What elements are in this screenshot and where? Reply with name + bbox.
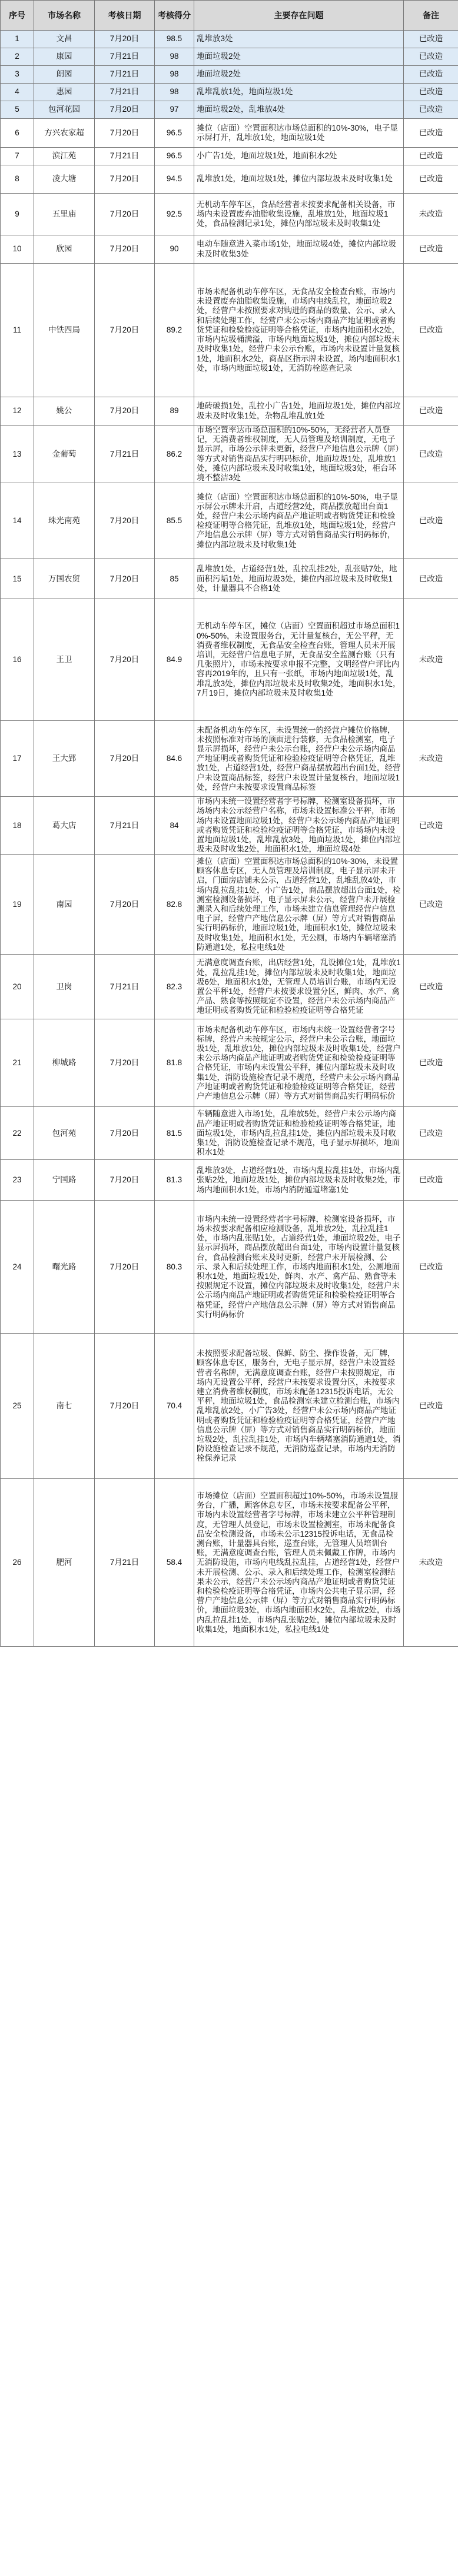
market-name: 文昌	[34, 31, 95, 48]
remediation-status: 已改造	[404, 1160, 458, 1201]
issues-description: 市场内未统一设置经营者字号标牌，检测室设备损坏，市场场内未公示经营户名称，市场未设置标准公平秤，市场场内未设置地面垃圾1处，经营户未公示场内商品产地证明或者购货凭证和检验检疫证明等合格凭证，市场场内未设置地面垃圾1处，乱堆乱放3处，地面垃圾1处，摊位内部垃圾未及时收集2处，地面积水1处，地面垃圾4处	[194, 797, 404, 855]
row-number: 9	[1, 194, 34, 235]
table-row	[1, 165, 458, 194]
remediation-status: 未改造	[404, 194, 458, 235]
table-header	[1, 1, 458, 31]
issues-description: 地面垃圾2处	[194, 48, 404, 66]
inspection-score: 86.2	[155, 426, 194, 483]
table-row	[1, 1019, 458, 1107]
inspection-score: 98.5	[155, 31, 194, 48]
issues-description: 市场摊位（店面）空置面积超过10%-50%，市场未设置服务台，广播，顾客休息专区，市场未按要求配备公平秤，市场内未设置经营者字号标牌，市场未建立公平秤管理制度，无管理人员登记，市场未设置检测室，市场未配备食品安全检测设备，市场未公示12315投诉电话，无食品检测台账，计量器具台账，巡查台账，无管理人员培训台账，无满意度调查台账，管理人员未佩戴工作牌，市场内无消防设施，市场内电线乱拉乱挂，占道经营1处，经营户未开展检测、公示、录入和后续处理工作，检测室检测结果未公示，经营户未公示场内商品产地证明或者购货凭证和检验检疫证明等合格凭证，市场内公共电子显示屏，经营户产地信息公示牌（屏）等方式对销售商品实行明码标价，地面垃圾3处，市场内地面积水2处，乱堆放2处，市场内乱拉乱挂1处，市场内乱张贴2处，摊位内部垃圾未及时收集1处，地面积水1处，私拉电线1处	[194, 1479, 404, 1647]
row-number: 13	[1, 426, 34, 483]
inspection-date: 7月20日	[95, 1334, 155, 1479]
market-name: 朗园	[34, 66, 95, 84]
table-row	[1, 797, 458, 855]
inspection-date: 7月20日	[95, 559, 155, 599]
issues-description: 乱堆放1处，地面垃圾1处，摊位内部垃圾未及时收集1处	[194, 165, 404, 194]
inspection-date: 7月21日	[95, 955, 155, 1019]
inspection-date: 7月20日	[95, 31, 155, 48]
row-number: 14	[1, 483, 34, 559]
row-number: 15	[1, 559, 34, 599]
market-name: 卫岗	[34, 955, 95, 1019]
inspection-date: 7月20日	[95, 235, 155, 264]
row-number: 5	[1, 101, 34, 119]
remediation-status: 已改造	[404, 397, 458, 426]
row-number: 22	[1, 1107, 34, 1160]
table-row	[1, 1201, 458, 1334]
inspection-date: 7月21日	[95, 148, 155, 165]
table-row	[1, 48, 458, 66]
header-date: 考核日期	[95, 1, 155, 31]
inspection-score: 96.5	[155, 148, 194, 165]
inspection-score: 92.5	[155, 194, 194, 235]
market-name: 南园	[34, 855, 95, 955]
remediation-status: 已改造	[404, 1019, 458, 1107]
row-number: 24	[1, 1201, 34, 1334]
inspection-date: 7月20日	[95, 194, 155, 235]
issues-description: 摊位（店面）空置面积达市场总面积的10%-30%，未设置顾客休息专区，无人员管理及培训制度，电子显示屏未开启，门面房店铺未公示，占道经营1处，乱堆乱放4处，市场内乱拉乱挂1处，小广告1处，商品摆放超出台面1处，检测室检测设备损坏，电子显示屏未公示，经营户未开展检测录入和后续处理工作，市场未建立信息管理经营户信息电子屏，经营户产地信息公示牌（屏）等方式对销售商品实行明码标价，地面垃圾1处，地面积水1处，摊位垃圾未及时收集1处，地面积水1处，无公厕，市场内车辆堵塞消防通道1处，私拉电线1处	[194, 855, 404, 955]
table-row	[1, 194, 458, 235]
table-row	[1, 66, 458, 84]
inspection-score: 98	[155, 48, 194, 66]
inspection-date: 7月21日	[95, 84, 155, 101]
market-name: 康园	[34, 48, 95, 66]
table-row	[1, 955, 458, 1019]
table-row	[1, 84, 458, 101]
remediation-status: 已改造	[404, 48, 458, 66]
market-name: 葛大店	[34, 797, 95, 855]
market-name: 王大郢	[34, 721, 95, 797]
inspection-date: 7月20日	[95, 165, 155, 194]
table-row	[1, 599, 458, 721]
inspection-score: 81.3	[155, 1160, 194, 1201]
inspection-score: 89.2	[155, 264, 194, 397]
remediation-status: 已改造	[404, 955, 458, 1019]
header-no: 序号	[1, 1, 34, 31]
issues-description: 市场空置率达市场总面积的10%-50%，无经营者人员登记，无消费者维权制度，无人员管理及培训制度，无电子显示屏，市场公示牌未更新，经营户产地信息公示牌（屏）等方式对销售商品实行明码标价，地面垃圾1处，乱堆放1处，摊位内部垃圾未及时收集1处，地面垃圾3处，柜台环境不整洁3处	[194, 426, 404, 483]
remediation-status: 已改造	[404, 1107, 458, 1160]
table-row	[1, 1334, 458, 1479]
row-number: 18	[1, 797, 34, 855]
market-name: 欣园	[34, 235, 95, 264]
market-name: 包河苑	[34, 1107, 95, 1160]
inspection-date: 7月20日	[95, 264, 155, 397]
table-row	[1, 483, 458, 559]
row-number: 2	[1, 48, 34, 66]
inspection-score: 98	[155, 84, 194, 101]
table-body	[1, 31, 458, 1647]
remediation-status: 已改造	[404, 165, 458, 194]
issues-description: 地砖破损1处，乱拉小广告1处，地面垃圾1处，摊位内部垃圾未及时收集1处，杂物乱堆乱放1处	[194, 397, 404, 426]
row-number: 17	[1, 721, 34, 797]
row-number: 11	[1, 264, 34, 397]
table-row	[1, 119, 458, 148]
inspection-score: 90	[155, 235, 194, 264]
inspection-score: 81.8	[155, 1019, 194, 1107]
market-name: 方兴农家超	[34, 119, 95, 148]
inspection-date: 7月21日	[95, 66, 155, 84]
row-number: 3	[1, 66, 34, 84]
inspection-date: 7月20日	[95, 1201, 155, 1334]
row-number: 16	[1, 599, 34, 721]
inspection-score: 85.5	[155, 483, 194, 559]
remediation-status: 已改造	[404, 235, 458, 264]
inspection-score: 89	[155, 397, 194, 426]
inspection-date: 7月21日	[95, 48, 155, 66]
row-number: 8	[1, 165, 34, 194]
market-name: 惠园	[34, 84, 95, 101]
issues-description: 未按照要求配备垃圾、保鲜、防尘、操作设备，无厂牌，顾客休息专区，服务台，无电子显示屏，经营户未设置经营者名称牌，无满意度调查台账，经营户未按照规定，市场内无设置公平秤，经营户未按要求设置分区，未按要求建立消费者维权制度，市场未配备12315投诉电话，无公平秤，地面垃圾1处，食品检测室未建立检测台账，市场内乱堆乱放2处，小广告3处，经营户未公示场内商品产地证明或者购货凭证和检验检疫证明等合格凭证，经营户产地信息公示牌（屏）等方式对销售商品实行明码标价，地面垃圾2处，乱拉乱挂1处，市场内车辆堵塞消防通道1处，消防设施检查记录不规范，无消防巡查记录，市场内无消防栓保养记录	[194, 1334, 404, 1479]
table-row	[1, 1160, 458, 1201]
issues-description: 乱堆放3处，占道经营1处，市场内乱拉乱挂1处，市场内乱张贴2处，地面垃圾1处，摊位内部垃圾未及时收集2处，市场内地面积水1处，市场内消防通道堵塞1处	[194, 1160, 404, 1201]
market-name: 中铁四局	[34, 264, 95, 397]
row-number: 7	[1, 148, 34, 165]
issues-description: 地面垃圾2处，乱堆放4处	[194, 101, 404, 119]
table-row	[1, 264, 458, 397]
table-row	[1, 721, 458, 797]
inspection-date: 7月20日	[95, 721, 155, 797]
inspection-score: 84.9	[155, 599, 194, 721]
table-row	[1, 31, 458, 48]
issues-description: 地面垃圾2处	[194, 66, 404, 84]
remediation-status: 已改造	[404, 84, 458, 101]
issues-description: 电动车随意进入菜市场1处，地面垃圾4处，摊位内部垃圾未及时收集3处	[194, 235, 404, 264]
inspection-date: 7月21日	[95, 426, 155, 483]
inspection-score: 81.5	[155, 1107, 194, 1160]
inspection-score: 97	[155, 101, 194, 119]
row-number: 23	[1, 1160, 34, 1201]
header-issues: 主要存在问题	[194, 1, 404, 31]
remediation-status: 已改造	[404, 148, 458, 165]
table-row	[1, 559, 458, 599]
inspection-score: 84.6	[155, 721, 194, 797]
issues-description: 未配备机动车停车区，未设置统一的经营户摊位价格牌，未按照标准对市场的顶面进行装修，无食品检测室，电子显示屏损坏，经营户未公示台账，经营户未公示场内商品产地证明或者购货凭证和检验检疫证明等合格凭证，乱堆放1处，占道经营1处，经营户商品摆放超出台面1处，经营户未设置商品标签，经营户未设置计量复核台，地面垃圾1处，经营户未按要求设置商品标签	[194, 721, 404, 797]
remediation-status: 已改造	[404, 66, 458, 84]
inspection-date: 7月21日	[95, 797, 155, 855]
issues-description: 乱堆放3处	[194, 31, 404, 48]
inspection-score: 96.5	[155, 119, 194, 148]
inspection-date: 7月20日	[95, 599, 155, 721]
issues-description: 无满意度调查台账，出店经营1处，乱设摊位1处，乱堆放1处，乱拉乱挂1处，摊位内部垃圾未及时收集1处，地面垃圾6处，地面积水1处，无管理人员培训台账，市场内无设置公平秤1处，经营户未按要求设置分区，鲜肉、水产、禽产品、熟食等按照规定不设置，经营户未公示场内商品产地证明或者购货凭证和检验检疫证明等合格凭证	[194, 955, 404, 1019]
row-number: 6	[1, 119, 34, 148]
issues-description: 无机动车停车区，食品经营者未按要求配备相关设备，市场内未设置废弃油脂收集设施，乱堆放1处，地面垃圾1处，食品检测记录1处，摊位内部垃圾未及时收集1处	[194, 194, 404, 235]
remediation-status: 已改造	[404, 31, 458, 48]
market-name: 南七	[34, 1334, 95, 1479]
inspection-score: 80.3	[155, 1201, 194, 1334]
issues-description: 小广告1处，地面垃圾1处，地面积水2处	[194, 148, 404, 165]
inspection-date: 7月20日	[95, 1107, 155, 1160]
table-row	[1, 101, 458, 119]
inspection-score: 98	[155, 66, 194, 84]
remediation-status: 已改造	[404, 559, 458, 599]
inspection-date: 7月20日	[95, 1019, 155, 1107]
issues-description: 市场内未统一设置经营者字号标牌，检测室设备损坏，市场未按要求配备相应检测设备，乱堆放2处，乱拉乱挂1处，市场内乱张贴1处，占道经营1处，地面垃圾2处，电子显示屏损坏，商品摆放超出台面1处，市场内设置计量复核台，食品检测台账未及时更新，经营户未开展检测、公示、录入和后续处理工作，市场内地面积水1处，公厕地面积水1处，地面垃圾1处，鲜肉、水产、禽产品、熟食等未按照规定不设置，摊位内部垃圾未及时收集1处，经营户未公示场内商品产地证明或者购货凭证和检验检疫证明等合格凭证，经营户产地信息公示牌（屏）等方式对销售商品实行明码标价	[194, 1201, 404, 1334]
issues-description: 摊位（店面）空置面积达市场总面积的10%-30%，电子显示屏打开，乱堆放1处，地面垃圾1处	[194, 119, 404, 148]
remediation-status: 已改造	[404, 797, 458, 855]
inspection-score: 82.8	[155, 855, 194, 955]
issues-description: 乱堆放1处，占道经营1处，乱拉乱挂2处，乱张贴7处，地面积污垢1处，地面垃圾3处，摊位内部垃圾未及时收集1处，计量器具不合格1处	[194, 559, 404, 599]
issues-description: 市场未配备机动车停车区，市场内未统一设置经营者字号标牌，经营户未按规定公示，经营户未公示台账，地面垃圾1处，乱堆放1处，摊位内部垃圾未及时收集1处，经营户未公示场内商品产地证明或者购货凭证和检验检疫证明等合格凭证，市场内未设置公平秤，摊位内部垃圾未及时收集1处，消防设施检查记录不规范，经营户未公示场内商品产地证明或者购货凭证和检验检疫证明等合格凭证，经营户产地信息公示牌（屏）等方式对销售商品实行明码标价	[194, 1019, 404, 1107]
header-score: 考核得分	[155, 1, 194, 31]
table-row	[1, 235, 458, 264]
market-name: 曙光路	[34, 1201, 95, 1334]
issues-description: 市场未配备机动车停车区，无食品安全检查台账，市场内未设置废弃油脂收集设施，市场内电线乱拉，地面垃圾2处，经营户未按照要求对购进的商品的数量、公示、录入和后续处理工作，经营户未公示场内商品产地证明或者购货凭证和检验检疫证明等合格凭证，市场内地面积水2处，市场内垃圾桶满溢，市场内地面垃圾1处，摊位内部垃圾未及时收集1处，经营户未公示台账，市场内未设置计量复核1处，地面积水2处，商品区指示牌未设置，场内地面积水1处，市场内地面垃圾1处，无消防栓巡查记录	[194, 264, 404, 397]
inspection-date: 7月20日	[95, 101, 155, 119]
remediation-status: 未改造	[404, 599, 458, 721]
market-name: 宁国路	[34, 1160, 95, 1201]
market-name: 万国农贸	[34, 559, 95, 599]
issues-description: 乱堆乱放1处，地面垃圾1处	[194, 84, 404, 101]
table-row	[1, 397, 458, 426]
inspection-date: 7月20日	[95, 855, 155, 955]
market-name: 滨江苑	[34, 148, 95, 165]
inspection-date: 7月20日	[95, 1160, 155, 1201]
issues-description: 摊位（店面）空置面积达市场总面积的10%-50%，电子显示屏公示牌未开启，占道经营2处，商品摆放超出台面1处，经营户未公示场内商品产地证明或者购货凭证和检验检疫证明等合格凭证，乱堆放1处，地面垃圾1处，经营户产地信息公示牌（屏）等方式对销售商品实行明码标价，摊位内部垃圾未及时收集1处	[194, 483, 404, 559]
inspection-score: 70.4	[155, 1334, 194, 1479]
table-row	[1, 1107, 458, 1160]
remediation-status: 已改造	[404, 101, 458, 119]
inspection-date: 7月20日	[95, 397, 155, 426]
row-number: 25	[1, 1334, 34, 1479]
market-name: 金葡萄	[34, 426, 95, 483]
issues-description: 无机动车停车区，摊位（店面）空置面积超过市场总面积10%-50%，未设置服务台，无计量复核台，无公平秤，无消费者维权制度，无食品安全检查台账，管理人员未开展培训，无经营户信息电子屏，无食品安全监测台账（只有几张照片），市场未按要求申报不完整，文明经营户评比内容再2019年的，且只有一张纸，市场内地面垃圾1处，乱堆乱放3处，摊位内部垃圾未及时收集2处，地面积水1处，7月19日，摊位内部垃圾未及时收集1处	[194, 599, 404, 721]
issues-description: 车辆随意进入市场1处，乱堆放5处，经营户未公示场内商品产地证明或者购货凭证和检验检疫证明等合格凭证，地面垃圾1处，市场内乱拉乱挂1处，摊位内部垃圾未及时收集1处，消防设施检查记录不规范，电子显示屏损坏，地面积水1处	[194, 1107, 404, 1160]
remediation-status: 已改造	[404, 1201, 458, 1334]
inspection-date: 7月20日	[95, 119, 155, 148]
header-market-name: 市场名称	[34, 1, 95, 31]
table-row	[1, 855, 458, 955]
remediation-status: 已改造	[404, 855, 458, 955]
table-row	[1, 1479, 458, 1647]
inspection-score: 84	[155, 797, 194, 855]
remediation-status: 未改造	[404, 1479, 458, 1647]
row-number: 4	[1, 84, 34, 101]
inspection-date: 7月21日	[95, 1479, 155, 1647]
row-number: 12	[1, 397, 34, 426]
row-number: 19	[1, 855, 34, 955]
market-name: 珠光南苑	[34, 483, 95, 559]
row-number: 20	[1, 955, 34, 1019]
table-row	[1, 148, 458, 165]
header-note: 备注	[404, 1, 458, 31]
row-number: 1	[1, 31, 34, 48]
inspection-score: 82.3	[155, 955, 194, 1019]
market-name: 凌大塘	[34, 165, 95, 194]
row-number: 10	[1, 235, 34, 264]
remediation-status: 已改造	[404, 1334, 458, 1479]
inspection-score: 85	[155, 559, 194, 599]
market-name: 王卫	[34, 599, 95, 721]
market-name: 姚公	[34, 397, 95, 426]
market-name: 肥河	[34, 1479, 95, 1647]
remediation-status: 已改造	[404, 426, 458, 483]
remediation-status: 未改造	[404, 721, 458, 797]
remediation-status: 已改造	[404, 264, 458, 397]
inspection-score: 94.5	[155, 165, 194, 194]
table-row	[1, 426, 458, 483]
header-row	[1, 1, 458, 31]
market-name: 五里庙	[34, 194, 95, 235]
row-number: 26	[1, 1479, 34, 1647]
inspection-date: 7月20日	[95, 483, 155, 559]
remediation-status: 已改造	[404, 483, 458, 559]
row-number: 21	[1, 1019, 34, 1107]
remediation-status: 已改造	[404, 119, 458, 148]
inspection-score: 58.4	[155, 1479, 194, 1647]
market-name: 包河花园	[34, 101, 95, 119]
market-name: 柳城路	[34, 1019, 95, 1107]
